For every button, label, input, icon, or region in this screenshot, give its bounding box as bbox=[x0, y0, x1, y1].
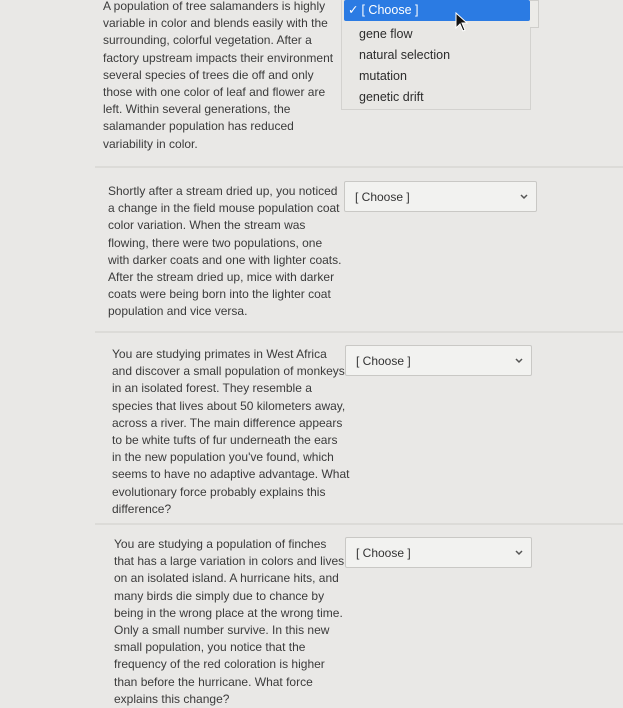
answer-select-3[interactable] bbox=[345, 345, 532, 376]
question-3-text: You are studying primates in West Africa and discover a small population of monkeys in an isolated forest. They resemble a species that lives about 50 kilometers away, across a river. The main difference appears to be white tufts of fur underneath the ears in the new population you've found, which seems to have no adaptive advantage. What evolutionary force probably explains this difference? bbox=[112, 347, 350, 516]
question-2-text: Shortly after a stream dried up, you noticed a change in the field mouse population coat color variation. When the stream was flowing, there were two populations, one with darker coats and one with lighter coats. After the stream dried up, mice with darker coats were being born into the lighter coat population and vice versa. bbox=[108, 184, 342, 319]
question-1-text: A population of tree salamanders is highly variable in color and blends easily with the surrounding, colorful vegetation. After a factory upstream impacts their environment several species of trees die off and only those with one color of leaf and flower are left. Within several generations, the salamander population has reduced variability in color. bbox=[103, 0, 334, 151]
select-4-value: [ Choose ] bbox=[356, 546, 411, 560]
question-divider bbox=[95, 331, 623, 333]
mouse-cursor-icon bbox=[455, 12, 469, 32]
checkmark-icon: ✓ bbox=[348, 3, 359, 17]
answer-select-4[interactable] bbox=[345, 537, 532, 568]
dropdown-option-genetic-drift[interactable]: genetic drift bbox=[359, 90, 424, 104]
answer-dropdown-1-list[interactable] bbox=[341, 0, 531, 110]
question-divider bbox=[95, 523, 623, 525]
dropdown-option-natural-selection[interactable]: natural selection bbox=[359, 48, 451, 62]
answer-select-2[interactable] bbox=[344, 181, 537, 212]
question-4-text: You are studying a population of finches that has a large variation in colors and lives on an isolated island. A hurricane hits, and many birds die simply due to chance by being in the wrong place at the wrong time. Only a small number survive. In this new small population, you notice that the frequency of the red coloration is higher than before the hurricane. What force explains this change? bbox=[114, 537, 345, 706]
chevron-down-icon bbox=[512, 546, 526, 560]
select-2-value: [ Choose ] bbox=[355, 190, 410, 204]
select-1-edge[interactable] bbox=[530, 0, 539, 28]
chevron-down-icon bbox=[517, 190, 531, 204]
select-3-value: [ Choose ] bbox=[356, 354, 411, 368]
dropdown-option-choose[interactable]: ✓ [ Choose ] bbox=[344, 0, 530, 21]
dropdown-option-mutation[interactable]: mutation bbox=[359, 69, 407, 83]
dropdown-option-gene-flow[interactable]: gene flow bbox=[359, 27, 413, 41]
chevron-down-icon bbox=[512, 354, 526, 368]
question-divider bbox=[95, 166, 623, 168]
